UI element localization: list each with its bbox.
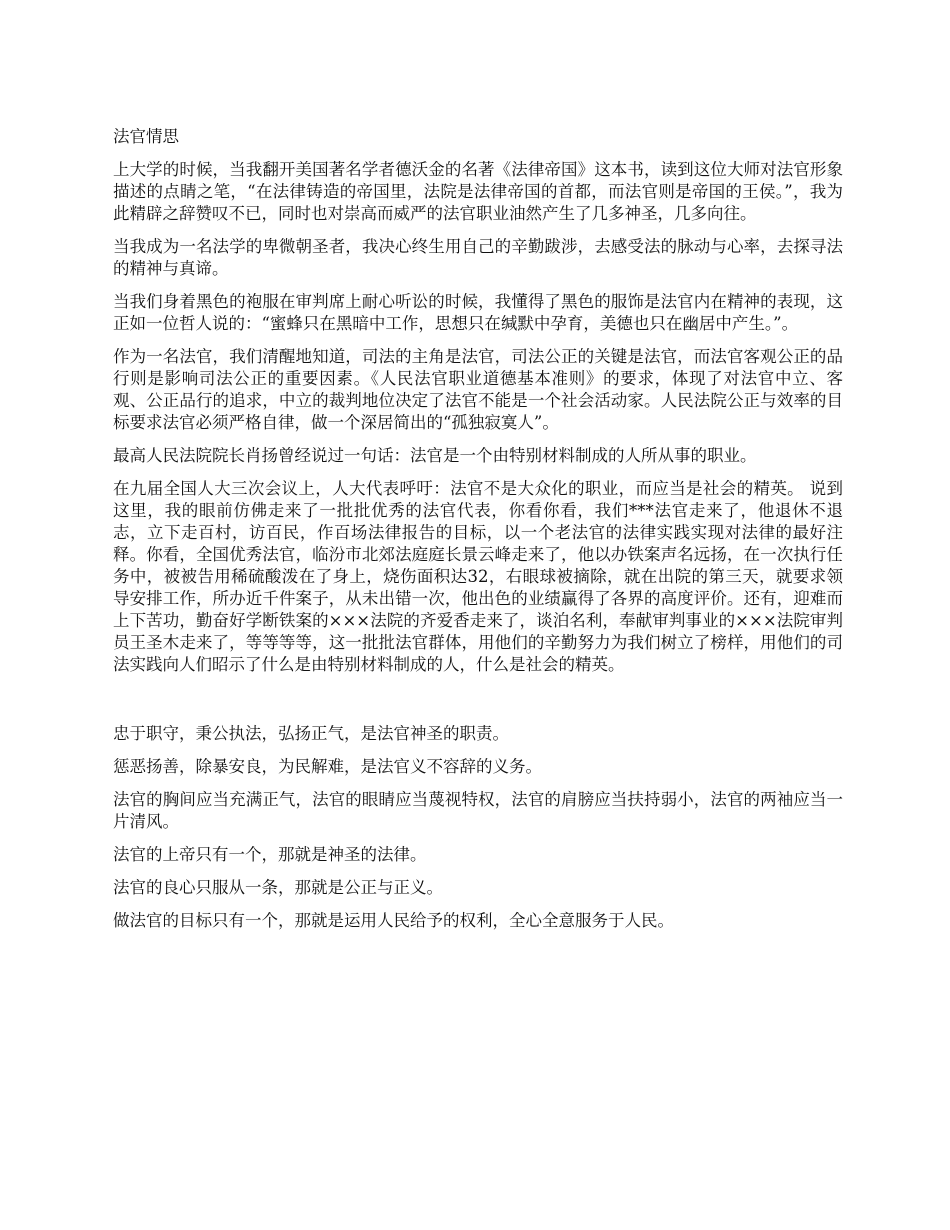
paragraph: 上大学的时候，当我翻开美国著名学者德沃金的名著《法律帝国》这本书，读到这位大师对法官形象描述的点睛之笔，“在法律铸造的帝国里，法院是法律帝国的首都，而法官则是帝国的王侯。”，我为此精辟之辞赞叹不已，同时也对崇高而威严的法官职业油然产生了几多神圣，几多向往。 bbox=[113, 160, 843, 223]
paragraph: 当我成为一名法学的卑微朝圣者，我决心终生用自己的辛勤跋涉，去感受法的脉动与心率，去探寻法的精神与真谛。 bbox=[113, 237, 843, 278]
paragraph: 法官的良心只服从一条，那就是公正与正义。 bbox=[113, 878, 443, 897]
section-gap bbox=[113, 687, 843, 723]
document-page bbox=[113, 126, 843, 943]
paragraph: 作为一名法官，我们清醒地知道，司法的主角是法官，司法公正的关键是法官，而法官客观公正的品行则是影响司法公正的重要因素。《人民法官职业道德基本准则》的要求，体现了对法官中立、客观、公正品行的追求，中立的裁判地位决定了法官不能是一个社会活动家。人民法院公正与效率的目标要求法官必须严格自律，做一个深居简出的“孤独寂寞人”。 bbox=[113, 347, 843, 432]
paragraph: 当我们身着黑色的袍服在审判席上耐心听讼的时候，我懂得了黑色的服饰是法官内在精神的表现，这正如一位哲人说的：“蜜蜂只在黑暗中工作，思想只在缄默中孕育，美德也只在幽居中产生。”。 bbox=[113, 292, 843, 333]
paragraph: 法官的上帝只有一个，那就是神圣的法律。 bbox=[113, 845, 427, 864]
paragraph: 在九届全国人大三次会议上，人大代表呼吁：法官不是大众化的职业，而应当是社会的精英。 说到这里，我的眼前仿佛走来了一批批优秀的法官代表，你看你看，我们***法官走来了，他退休不退志，立下走百村，访百民，作百场法律报告的目标，以一个老法官的法律实践实现对法律的最好注释。你看，全国优秀法官，临汾市北郊法庭庭长景云峰走来了，他以办铁案声名远扬，在一次执行任务中，被被告用稀硫酸泼在了身上，烧伤面积达32，右眼球被摘除，就在出院的第三天，就要求领导安排工作，所办近千件案子，从未出错一次，他出色的业绩赢得了各界的高度评价。还有，迎难而上下苦功，勤奋好学断铁案的×××法院的齐爱香走来了，谈泊名利，奉献审判事业的×××法院审判员王圣木走来了，等等等等，这一批批法官群体，用他们的辛勤努力为我们树立了榜样，用他们的司法实践向人们昭示了什么是由特别材料制成的人，什么是社会的精英。 bbox=[113, 479, 843, 674]
document-title: 法官情思 bbox=[113, 127, 179, 146]
paragraph: 惩恶扬善，除暴安良，为民解难，是法官义不容辞的义务。 bbox=[113, 757, 542, 776]
paragraph: 做法官的目标只有一个，那就是运用人民给予的权利，全心全意服务于人民。 bbox=[113, 911, 674, 930]
paragraph: 法官的胸间应当充满正气，法官的眼睛应当蔑视特权，法官的肩膀应当扶持弱小，法官的两袖应当一片清风。 bbox=[113, 790, 843, 831]
paragraph: 忠于职守，秉公执法，弘扬正气，是法官神圣的职责。 bbox=[113, 724, 509, 743]
paragraph: 最高人民法院院长肖扬曾经说过一句话：法官是一个由特别材料制成的人所从事的职业。 bbox=[113, 446, 757, 465]
